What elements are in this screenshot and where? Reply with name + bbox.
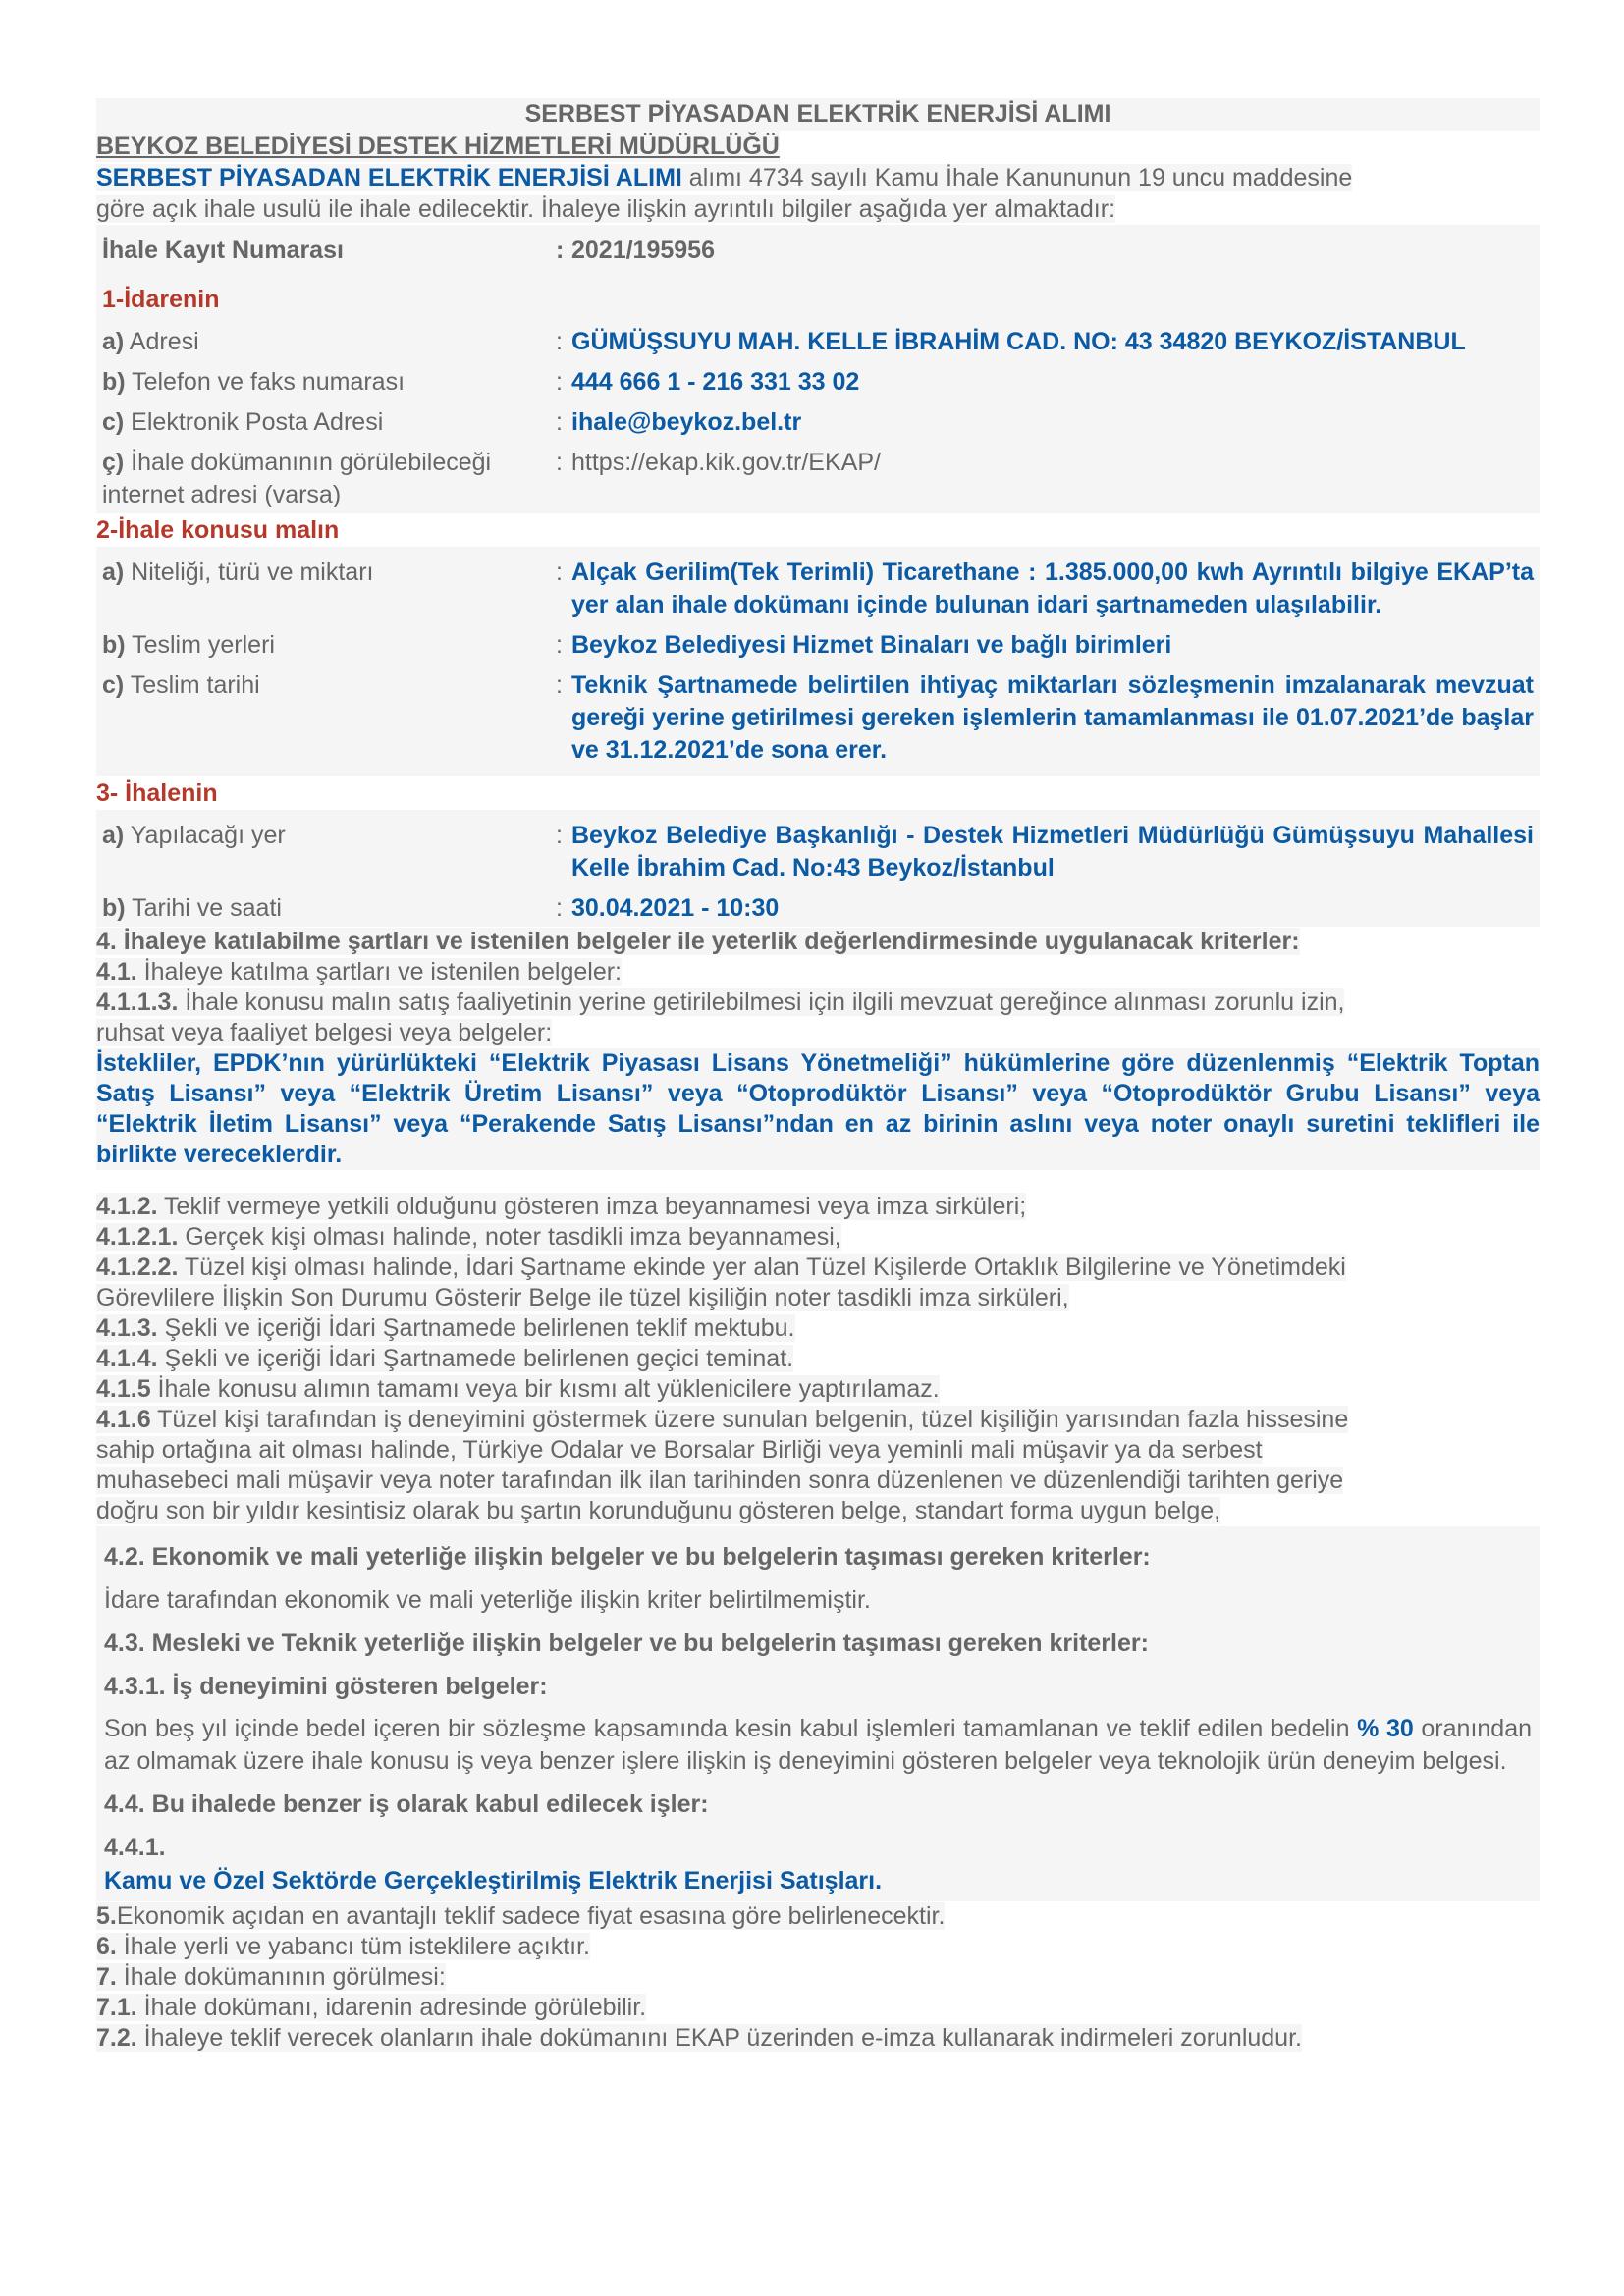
section4-4-heading: 4.4. Bu ihalede benzer iş olarak kabul edilecek işler: xyxy=(104,1790,709,1818)
intro-paragraph xyxy=(96,162,1540,225)
section2-heading: 2-İhale konusu malın xyxy=(96,516,340,544)
section3-row-place: a) Yapılacağı yer : Beykoz Belediye Başkanlığı - Destek Hizmetleri Müdürlüğü Gümüşsuyu Mahallesi Kelle İbrahim Cad. No:43 Beykoz/İstanbul xyxy=(102,820,1534,884)
license-requirement: İstekliler, EPDK’nın yürürlükteki “Elektrik Piyasası Lisans Yönetmeliği” hükümlerine göre düzenlenmiş “Elektrik Toptan Satış Lisansı” veya “Elektrik Üretim Lisansı” veya “Otoprodüktör Lisansı” veya “Otoprodüktör Grubu Lisansı” veya “Elektrik İletim Lisansı” veya “Perakende Satış Lisansı”ndan en az birinin aslını veya noter onaylı suretini teklifleri ile birlikte vereceklerdir. xyxy=(96,1049,1540,1168)
tender-notice-page xyxy=(96,98,1540,2054)
section2-row-delivery-place: b) Teslim yerleri : Beykoz Belediyesi Hizmet Binaları ve bağlı birimleri xyxy=(102,629,1534,662)
section4-heading: 4. İhaleye katılabilme şartları ve istenilen belgeler ile yeterlik değerlendirmesinde uygulanacak kriterler: xyxy=(96,928,1300,955)
registration-value: 2021/195956 xyxy=(571,237,715,264)
intro-line2: göre açık ihale usulü ile ihale edilecektir. İhaleye ilişkin ayrıntılı bilgiler aşağıda yer almaktadır: xyxy=(96,195,1116,223)
section1-heading: 1-İdarenin xyxy=(102,286,220,313)
section4: 4. İhaleye katılabilme şartları ve istenilen belgeler ile yeterlik değerlendirmesinde uygulanacak kriterler: 4.1. İhaleye katılma şartları ve istenilen belgeler: 4.1.1.3. İhale konusu malın satış faaliyetinin yerine getirilebilmesi için ilgili mevzuat gereğince alınması zorunlu izin, ruhsat veya faaliyet belgesi veya belgeler: İstekliler, EPDK’nın yürürlükteki “Elektrik Piyasası Lisans Yönetmeliği” hükümlerine göre düzenlenmiş “Elektrik Toptan Satış Lisansı” veya “Elektrik Üretim Lisansı” veya “Otoprodüktör Lisansı” veya “Otoprodüktör Grubu Lisansı” veya “Elektrik İletim Lisansı” veya “Perakende Satış Lisansı”ndan en az birinin aslını veya noter onaylı suretini teklifleri ile birlikte vereceklerdir. 4.1.2. Teklif vermeye yetkili olduğunu gösteren imza beyannamesi veya imza sirküleri; 4.1.2.1. Gerçek kişi olması halinde, noter tasdikli imza beyannamesi, 4.1.2.2. Tüzel kişi olması halinde, İdari Şartname ekinde yer alan Tüzel Kişilerde Ortaklık Bilgilerine ve Yönetimdeki Görevlilere İlişkin Son Durumu Gösterir Belge ile tüzel kişiliğin noter tasdikli imza sirküleri, 4.1.3. Şekli ve içeriği İdari Şartnamede belirlenen teklif mektubu. 4.1.4. Şekli ve içeriği İdari Şartnamede belirlenen geçici teminat. 4.1.5 İhale konusu alımın tamamı veya bir kısmı alt yüklenicilere yaptırılamaz. 4.1.6 Tüzel kişi tarafından iş deneyimini göstermek üzere sunulan belgenin, tüzel kişiliğin yarısından fazla hissesine sahip ortağına ait olması halinde, Türkiye Odalar ve Borsalar Birliği veya yeminli mali müşavir ya da serbest muhasebeci mali müşavir veya noter tarafından ilk ilan tarihinden sonra düzenlenen ve düzenlendiği tarihten geriye doğru son bir yıldır kesintisiz olarak bu şartın korunduğunu gösteren belge, standart forma uygun belge, xyxy=(96,928,1540,1524)
section1-row-email: c) Elektronik Posta Adresi : ihale@beykoz.bel.tr xyxy=(102,406,1534,439)
section4-4-1: 4.4.1. Kamu ve Özel Sektörde Gerçekleştirilmiş Elektrik Enerjisi Satışları. xyxy=(104,1831,1532,1897)
section3-table xyxy=(96,810,1540,927)
delivery-place-value: Beykoz Belediyesi Hizmet Binaları ve bağlı birimleri xyxy=(571,631,1172,659)
section4-3-1-heading: 4.3.1. İş deneyimini gösteren belgeler: xyxy=(104,1673,548,1700)
section4-2-text: İdare tarafından ekonomik ve mali yeterliğe ilişkin kriter belirtilmemiştir. xyxy=(104,1586,871,1614)
closing-items: 5.Ekonomik açıdan en avantajlı teklif sadece fiyat esasına göre belirlenecektir. 6. İhale yerli ve yabancı tüm isteklilere açıktır. 7. İhale dokümanının görülmesi: 7.1. İhale dokümanı, idarenin adresinde görülebilir. 7.2. İhaleye teklif verecek olanların ihale dokümanını EKAP üzerinden e-imza kullanarak indirmeleri zorunludur. xyxy=(96,1902,1302,2052)
section1-row-phone: b) Telefon ve faks numarası : 444 666 1 - 216 331 33 02 xyxy=(102,366,1534,399)
ekap-url-link[interactable]: https://ekap.kik.gov.tr/EKAP/ xyxy=(571,449,881,476)
intro-line1: alımı 4734 sayılı Kamu İhale Kanununun 19 uncu maddesine xyxy=(681,164,1353,191)
section4-3-1-text: Son beş yıl içinde bedel içeren bir sözleşme kapsamında kesin kabul işlemleri tamamlanan ve teklif edilen bedelin % 30 oranından az olmamak üzere ihale konusu iş veya benzer işlere ilişkin iş deneyimini gösteren belgeler veya teknolojik ürün deneyim belgesi. xyxy=(104,1715,1533,1775)
section2-row-nature: a) Niteliği, türü ve miktarı : Alçak Gerilim(Tek Terimli) Ticarethane : 1.385.000,00 kwh Ayrıntılı bilgiye EKAP’ta yer alan ihale dokümanı içinde bulunan idari şartnameden ulaşılabilir. xyxy=(102,557,1534,621)
info-table xyxy=(96,225,1540,513)
document-subtitle: BEYKOZ BELEDİYESİ DESTEK HİZMETLERİ MÜDÜRLÜĞÜ xyxy=(96,133,780,160)
email-link[interactable]: ihale@beykoz.bel.tr xyxy=(571,408,802,436)
address-value: GÜMÜŞSUYU MAH. KELLE İBRAHİM CAD. NO: 43 34820 BEYKOZ/İSTANBUL xyxy=(571,328,1466,355)
registration-label: İhale Kayıt Numarası xyxy=(102,237,344,264)
tender-datetime-value: 30.04.2021 - 10:30 xyxy=(571,894,780,922)
intro-highlight: SERBEST PİYASADAN ELEKTRİK ENERJİSİ ALIMI xyxy=(96,164,682,191)
section4-3-heading: 4.3. Mesleki ve Teknik yeterliğe ilişkin belgeler ve bu belgelerin taşıması gereken kriterler: xyxy=(104,1629,1149,1657)
qualification-box xyxy=(96,1526,1540,1901)
section2-table xyxy=(96,547,1540,776)
document-title: SERBEST PİYASADAN ELEKTRİK ENERJİSİ ALIMI xyxy=(96,98,1540,131)
section4-2-heading: 4.2. Ekonomik ve mali yeterliğe ilişkin belgeler ve bu belgelerin taşıması gereken kriterler: xyxy=(104,1543,1151,1571)
section2-row-delivery-date: c) Teslim tarihi : Teknik Şartnamede belirtilen ihtiyaç miktarları sözleşmenin imzalanarak mevzuat gereği yerine getirilmesi gereken işlemlerin tamamlanması ile 01.07.2021’de başlar ve 31.12.2021’de sona erer. xyxy=(102,669,1534,767)
delivery-date-value: Teknik Şartnamede belirtilen ihtiyaç miktarları sözleşmenin imzalanarak mevzuat gereği yerine getirilmesi gereken işlemlerin tamamlanması ile 01.07.2021’de başlar ve 31.12.2021’de sona erer. xyxy=(571,671,1534,764)
section3-row-datetime: b) Tarihi ve saati : 30.04.2021 - 10:30 xyxy=(102,892,1534,925)
phone-value: 444 666 1 - 216 331 33 02 xyxy=(571,368,860,396)
section1-row-website: ç) İhale dokümanının görülebileceği internet adresi (varsa) : https://ekap.kik.gov.tr/EKAP/ xyxy=(102,447,1534,511)
tender-place-value: Beykoz Belediye Başkanlığı - Destek Hizmetleri Müdürlüğü Gümüşsuyu Mahallesi Kelle İbrahim Cad. No:43 Beykoz/İstanbul xyxy=(571,822,1534,881)
item-4-1-6: 4.1.6 Tüzel kişi tarafından iş deneyimini göstermek üzere sunulan belgenin, tüzel kişiliğin yarısından fazla hissesine sahip ortağına ait olması halinde, Türkiye Odalar ve Borsalar Birliği veya yeminli mali müşavir ya da serbest muhasebeci mali müşavir veya noter tarafından ilk ilan tarihinden sonra düzenlenen ve düzenlendiği tarihten geriye doğru son bir yıldır kesintisiz olarak bu şartın korunduğunu gösteren belge, standart forma uygun belge, xyxy=(96,1406,1349,1524)
similar-work-text: Kamu ve Özel Sektörde Gerçekleştirilmiş Elektrik Enerjisi Satışları. xyxy=(104,1867,883,1895)
section3-heading: 3- İhalenin xyxy=(96,779,218,807)
section1-row-address: a) Adresi : GÜMÜŞSUYU MAH. KELLE İBRAHİM CAD. NO: 43 34820 BEYKOZ/İSTANBUL xyxy=(102,326,1534,358)
nature-value: Alçak Gerilim(Tek Terimli) Ticarethane : 1.385.000,00 kwh Ayrıntılı bilgiye EKAP’ta yer alan ihale dokümanı içinde bulunan idari şartnameden ulaşılabilir. xyxy=(571,559,1534,618)
registration-row: İhale Kayıt Numarası : 2021/195956 xyxy=(102,235,1534,267)
